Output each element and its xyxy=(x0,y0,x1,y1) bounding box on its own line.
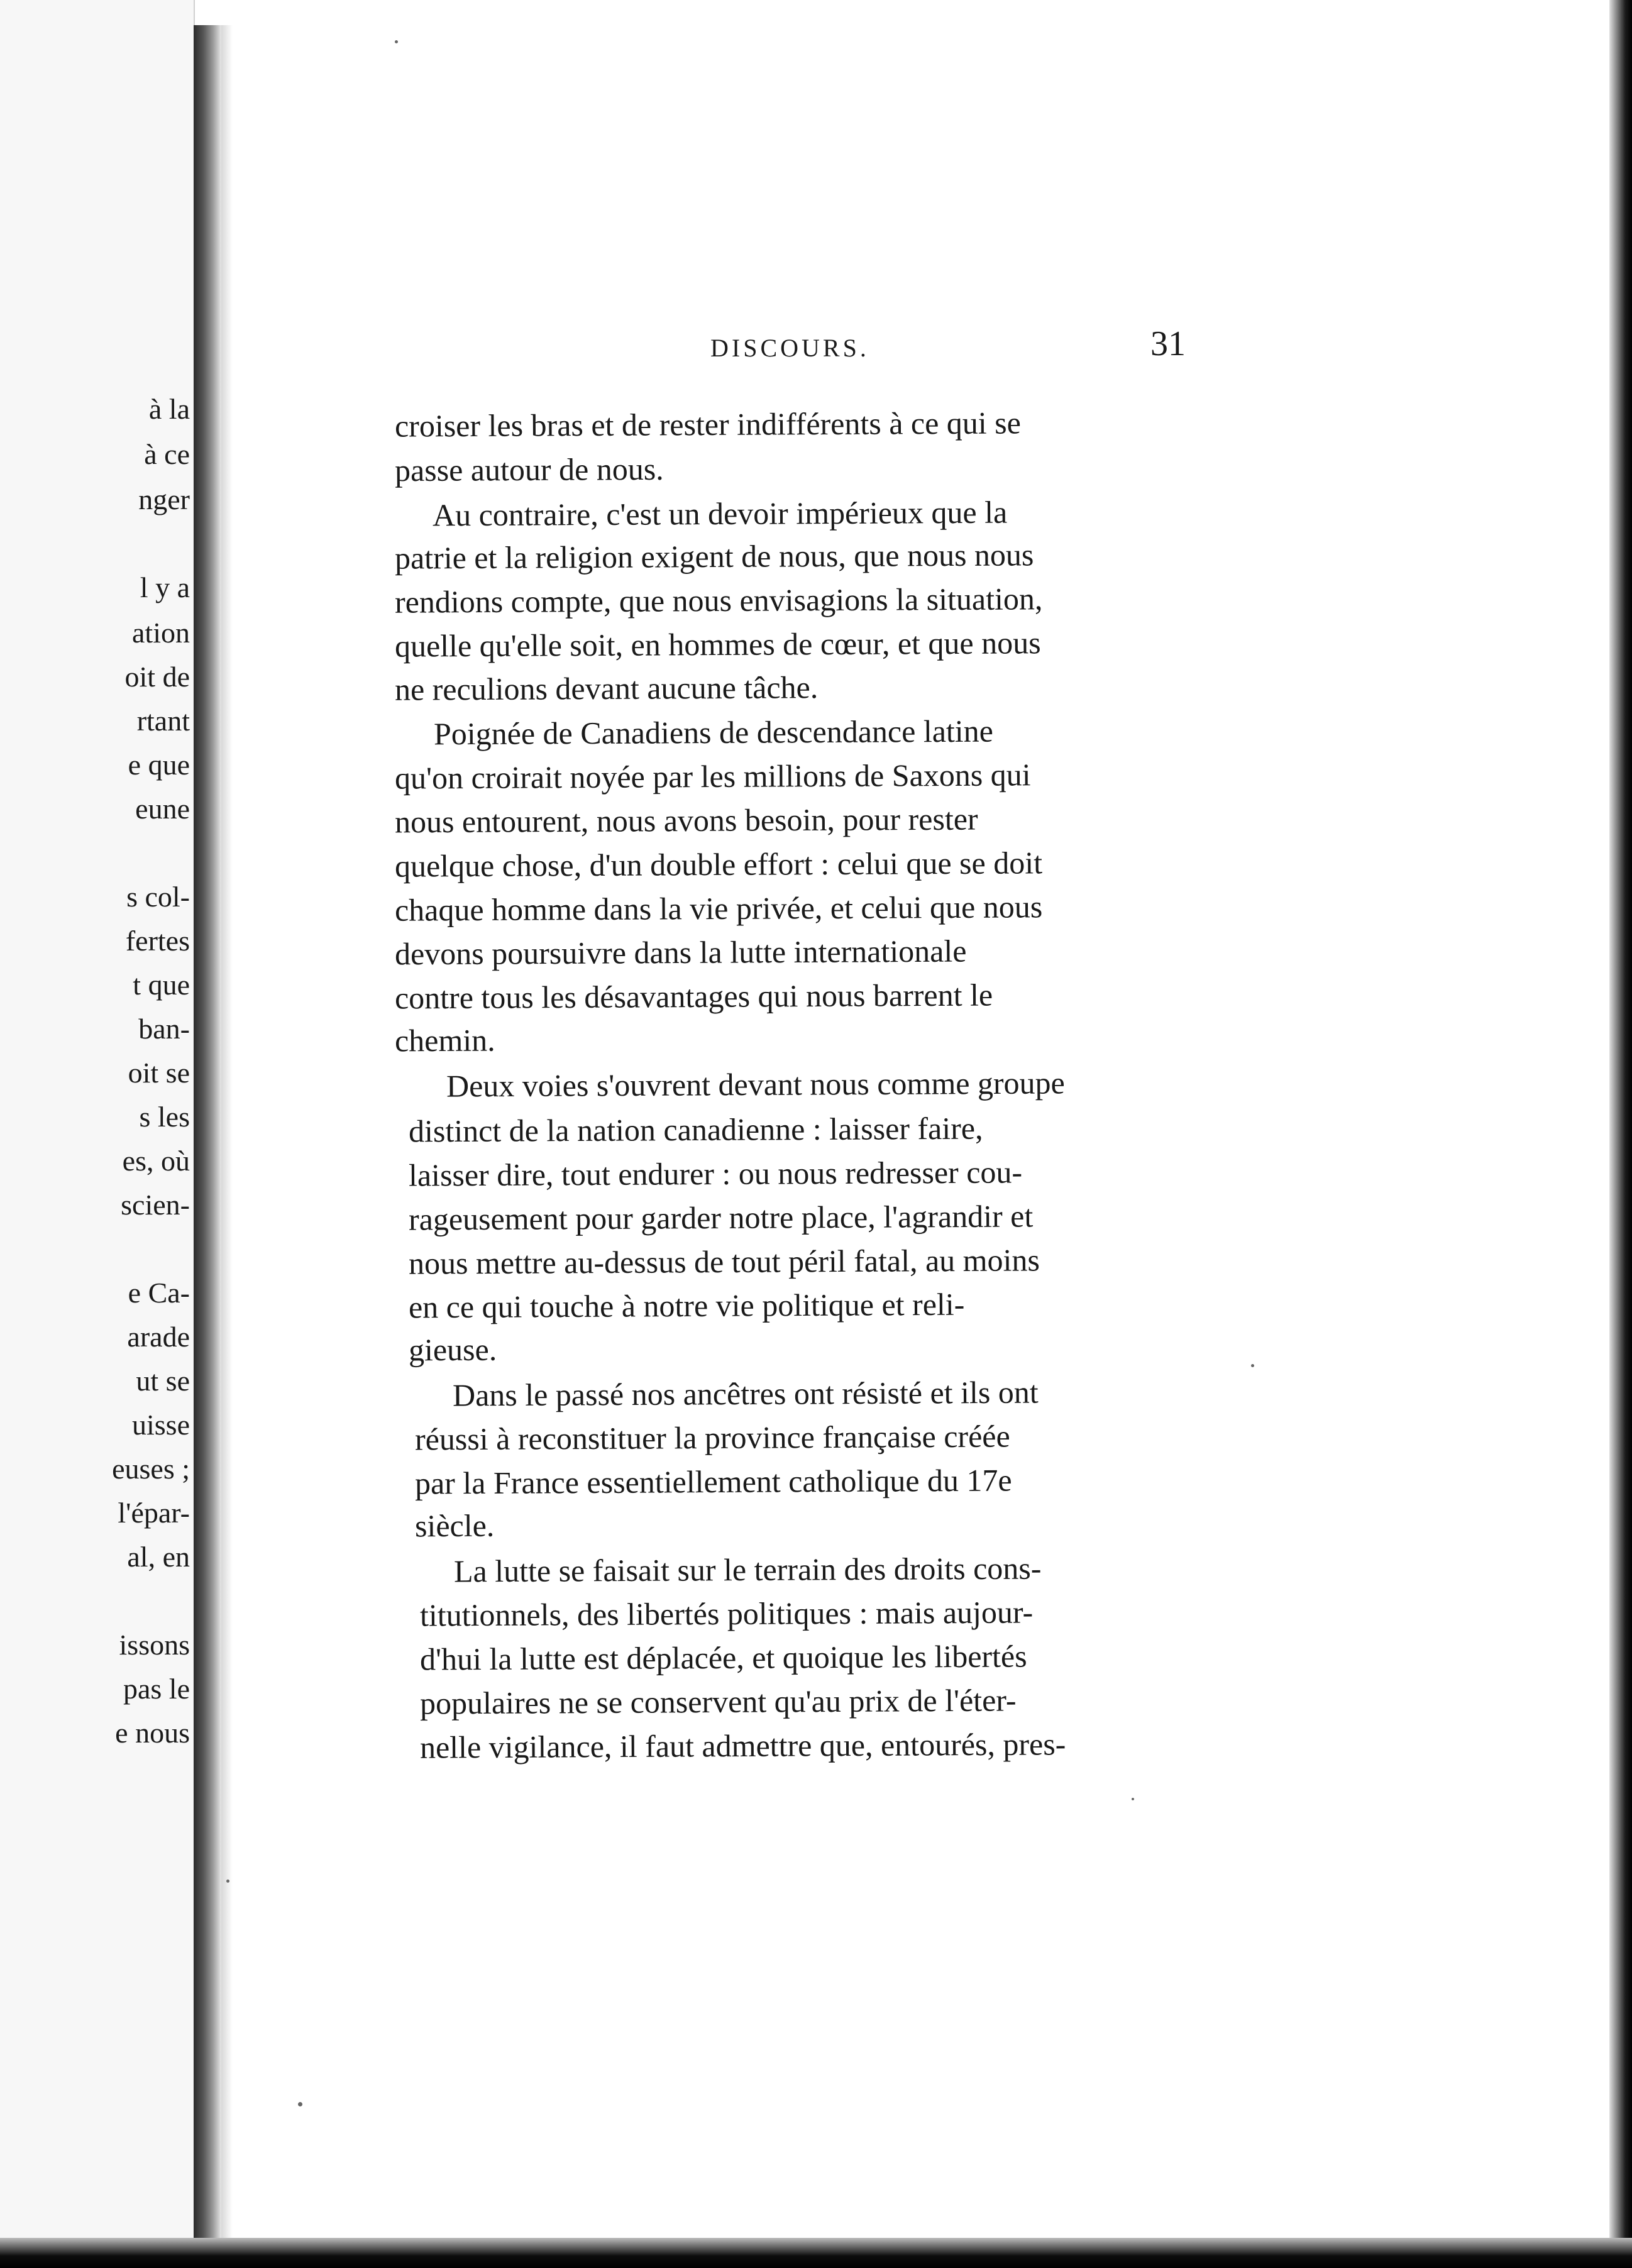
page-edge-shadow xyxy=(1609,0,1632,2257)
scan-speck xyxy=(298,2102,302,2106)
text-line: passe autour de nous. xyxy=(394,451,664,488)
left-page-line: rtant xyxy=(136,705,190,737)
left-page-line: e nous xyxy=(115,1717,190,1749)
text-line: gieuse. xyxy=(408,1331,497,1368)
left-page-line: l y a xyxy=(140,571,190,603)
left-page-line: à ce xyxy=(144,438,190,470)
running-head: DISCOURS. xyxy=(710,334,869,362)
text-line: Deux voies s'ouvrent devant nous comme groupe xyxy=(446,1065,1065,1104)
text-line: en ce qui touche à notre vie politique et reli- xyxy=(408,1286,965,1325)
text-line: contre tous les désavantages qui nous barrent le xyxy=(394,977,993,1016)
text-line: patrie et la religion exigent de nous, que nous nous xyxy=(394,537,1034,576)
text-line: laisser dire, tout endurer : ou nous redresser cou- xyxy=(408,1154,1023,1193)
left-page-line: e Ca- xyxy=(128,1277,190,1309)
text-line: rageusement pour garder notre place, l'agrandir et xyxy=(408,1198,1034,1237)
left-page-line: nger xyxy=(138,483,190,515)
left-page-line: s col- xyxy=(126,881,190,913)
left-page-line: fertes xyxy=(125,925,190,957)
text-line: d'hui la lutte est déplacée, et quoique les libertés xyxy=(419,1638,1027,1677)
left-page-line: al, en xyxy=(127,1541,190,1573)
text-line: distinct de la nation canadienne : laisser faire, xyxy=(408,1110,983,1149)
text-line: nous mettre au-dessus de tout péril fatal, au moins xyxy=(408,1242,1040,1281)
page-number: 31 xyxy=(1150,324,1186,363)
left-page-line: à la xyxy=(148,393,190,425)
text-line: La lutte se faisait sur le terrain des droits cons- xyxy=(453,1550,1042,1589)
scan-speck xyxy=(1132,1798,1134,1800)
text-line: titutionnels, des libertés politiques : mais aujour- xyxy=(419,1594,1034,1633)
left-page-line: l'épar- xyxy=(118,1497,190,1529)
text-line: quelque chose, d'un double effort : celui que se doit xyxy=(394,845,1043,884)
text-line: populaires ne se conservent qu'au prix de l'éter- xyxy=(419,1682,1017,1721)
scan-bottom-edge xyxy=(0,2238,1632,2268)
text-line: croiser les bras et de rester indifférents à ce qui se xyxy=(394,405,1022,444)
left-page-line: eune xyxy=(135,793,190,825)
left-page-line: issons xyxy=(119,1629,190,1661)
left-page-line: ut se xyxy=(136,1365,190,1397)
book-gutter xyxy=(194,25,221,2257)
left-page-line: es, où xyxy=(122,1145,190,1177)
text-line: Poignée de Canadiens de descendance latine xyxy=(433,713,994,752)
left-page-line: euses ; xyxy=(112,1453,190,1485)
left-page-line: oit se xyxy=(128,1057,190,1089)
left-page-line: uisse xyxy=(132,1409,190,1441)
text-line: rendions compte, que nous envisagions la situation, xyxy=(394,581,1043,620)
text-line: siècle. xyxy=(414,1507,495,1544)
text-line: quelle qu'elle soit, en hommes de cœur, et que nous xyxy=(394,625,1041,664)
left-page-line: arade xyxy=(127,1321,190,1353)
left-page-line: ation xyxy=(132,617,190,649)
text-line: nous entourent, nous avons besoin, pour rester xyxy=(394,801,978,840)
left-page-line: ban- xyxy=(138,1013,190,1045)
text-line: Dans le passé nos ancêtres ont résisté et ils ont xyxy=(452,1374,1039,1413)
scan-speck xyxy=(226,1880,229,1883)
left-page-line: oit de xyxy=(124,661,190,693)
scan-speck xyxy=(1251,1364,1254,1367)
scan-speck xyxy=(395,40,398,43)
left-page-line: s les xyxy=(139,1101,190,1133)
left-page-fragment xyxy=(0,0,195,2257)
text-line: chaque homme dans la vie privée, et celui que nous xyxy=(394,889,1043,928)
text-line: chemin. xyxy=(394,1022,495,1059)
left-page-line: e que xyxy=(128,749,190,781)
text-line: devons poursuivre dans la lutte internationale xyxy=(394,933,967,972)
text-line: nelle vigilance, il faut admettre que, entourés, pres- xyxy=(419,1726,1066,1765)
left-page-line: scien- xyxy=(121,1189,190,1221)
text-line: Au contraire, c'est un devoir impérieux que la xyxy=(432,494,1008,533)
left-page-line: pas le xyxy=(123,1673,190,1705)
text-line: qu'on croirait noyée par les millions de Saxons qui xyxy=(394,757,1031,796)
text-line: par la France essentiellement catholique du 17e xyxy=(414,1462,1012,1501)
left-page-line: t que xyxy=(133,969,190,1001)
text-line: réussi à reconstituer la province française créée xyxy=(414,1418,1010,1457)
text-line: ne reculions devant aucune tâche. xyxy=(394,669,819,707)
gutter-shadow xyxy=(221,25,233,2257)
